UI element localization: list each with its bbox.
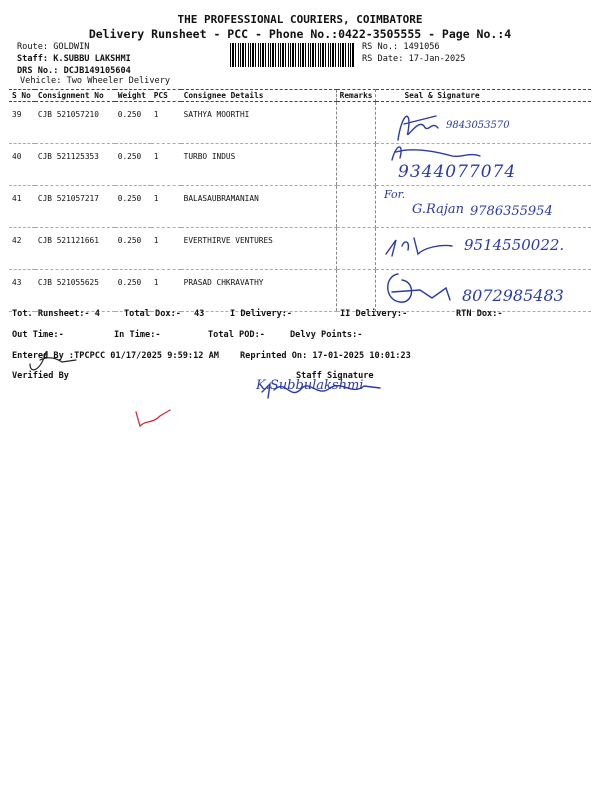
signature-phone: 9786355954 (470, 204, 553, 219)
staff-signature: K.Subbulakshmi (256, 378, 364, 393)
route-label: Route: GOLDWIN (17, 42, 90, 52)
signature-scribble (386, 238, 452, 256)
second-delivery: II Delivery:- (340, 309, 408, 319)
col-consignee: Consignee Details (181, 90, 336, 102)
col-seal-signature: Seal & Signature (376, 90, 591, 102)
drs-number: DRS No.: DCJB149105604 (17, 66, 131, 76)
signature-phone: 9843053570 (446, 120, 510, 131)
row-sno: 39 (9, 102, 35, 144)
col-sno: S No (9, 90, 35, 102)
rs-number: RS No.: 1491056 (362, 42, 440, 52)
row-pcs: 1 (151, 270, 181, 312)
row-pcs: 1 (151, 102, 181, 144)
staff-signature-label: Staff Signature (296, 371, 374, 381)
signature-note: For. (384, 188, 406, 201)
row-pcs: 1 (151, 144, 181, 186)
in-time: In Time:- (114, 330, 161, 340)
delivery-points: Delvy Points:- (290, 330, 363, 340)
row-consignment: CJB 521121661 (35, 228, 115, 270)
row-consignee: BALASAUBRAMANIAN (181, 186, 336, 228)
rs-date: RS Date: 17-Jan-2025 (362, 54, 466, 64)
signature-name: G.Rajan (412, 202, 465, 217)
row-consignment: CJB 521057217 (35, 186, 115, 228)
rtn-dox: RTN Dox:- (456, 309, 503, 319)
signature-scribble (398, 116, 438, 140)
row-sno: 42 (9, 228, 35, 270)
row-consignee: PRASAD CHKRAVATHY (181, 270, 336, 312)
row-weight: 0.250 (115, 102, 151, 144)
row-consignment: CJB 521057210 (35, 102, 115, 144)
row-sno: 41 (9, 186, 35, 228)
signature-scribble (388, 274, 450, 302)
signature-phone: 9344077074 (398, 162, 517, 182)
row-sno: 40 (9, 144, 35, 186)
signature-scribble (392, 147, 480, 160)
vehicle-label: Vehicle: Two Wheeler Delivery (20, 76, 171, 86)
staff-label: Staff: K.SUBBU LAKSHMI (17, 54, 131, 64)
out-time: Out Time:- (12, 330, 64, 340)
col-consignment: Consignment No (35, 90, 115, 102)
col-pcs: PCS (151, 90, 181, 102)
reprinted-on: Reprinted On: 17-01-2025 10:01:23 (240, 351, 411, 361)
row-sno: 43 (9, 270, 35, 312)
row-weight: 0.250 (115, 186, 151, 228)
total-dox-label: Total Dox:- (124, 309, 181, 319)
company-title: THE PROFESSIONAL COURIERS, COIMBATORE (177, 13, 423, 26)
runsheet-subtitle: Delivery Runsheet - PCC - Phone No.:0422-3505555 - Page No.:4 (88, 27, 512, 41)
total-dox-value: 43 (194, 309, 205, 319)
row-pcs: 1 (151, 228, 181, 270)
row-consignment: CJB 521125353 (35, 144, 115, 186)
col-remarks: Remarks (336, 90, 376, 102)
row-consignee: SATHYA MOORTHI (181, 102, 336, 144)
row-consignee: TURBO INDUS (181, 144, 336, 186)
signature-phone: 8072985483 (462, 286, 564, 305)
total-runsheet: Tot. Runsheet:- 4 (12, 309, 100, 319)
row-consignee: EVERTHIRVE VENTURES (181, 228, 336, 270)
row-consignment: CJB 521055625 (35, 270, 115, 312)
signature-phone: 9514550022. (464, 236, 565, 254)
row-pcs: 1 (151, 186, 181, 228)
row-weight: 0.250 (115, 270, 151, 312)
verified-by: Verified By (12, 371, 69, 381)
total-pod: Total POD:- (208, 330, 265, 340)
row-weight: 0.250 (115, 228, 151, 270)
col-weight: Weight (115, 90, 151, 102)
first-delivery: I Delivery:- (230, 309, 293, 319)
entered-by: Entered By :TPCPCC 01/17/2025 9:59:12 AM (12, 351, 219, 361)
row-weight: 0.250 (115, 144, 151, 186)
initial-mark (136, 410, 170, 426)
